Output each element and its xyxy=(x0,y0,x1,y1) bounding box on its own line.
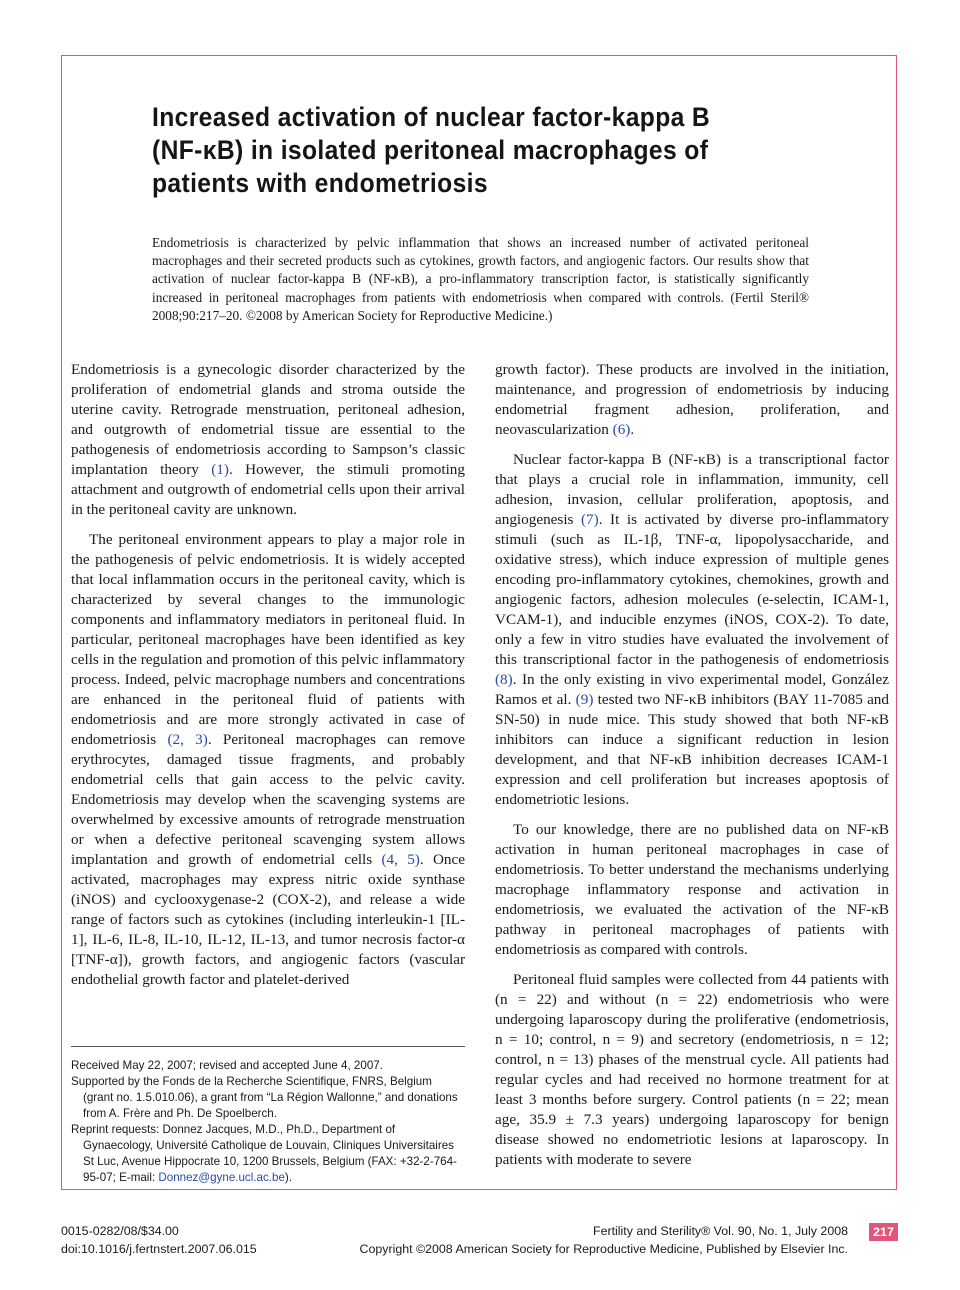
text: . However, the stimuli promoting attachment and outgrowth of endometrial cells upon their arrival in the peritoneal cavity are unknown. xyxy=(71,461,465,518)
text: . xyxy=(630,421,635,438)
text: ). xyxy=(284,1171,292,1184)
text: The peritoneal environment appears to play a major role in the pathogenesis of pelvic endometriosis. It is widely accepted that local inflammation occurs in the peritoneal cavity, which is characterized by several changes to the immunologic components and inflammatory mediators in peritoneal fluid. In particular, peritoneal macrophages have been identified as key cells in the regulation and promotion of this pelvic inflammatory process. Indeed, pelvic macrophage numbers and concentrations are enhanced in the peritoneal fluid of patients with endometriosis and are more strongly activated in case of endometriosis xyxy=(71,531,465,748)
paragraph xyxy=(495,360,889,440)
paragraph: Peritoneal fluid samples were collected from 44 patients with (n = 22) and without (n = 22) endometriosis who were undergoing laparoscopy during the proliferative (endometriosis, n = 10; control, n = 9) and secretory (endometriosis, n = 12; control, n = 13) phases of the menstrual cycle. All patients had regular cycles and had received no hormone treatment for at least 3 months before surgery. Control patients (n = 22; mean age, 35.9 ± 7.3 years) undergoing laparoscopy for benign disease showed no endometriotic lesions at laparoscopy. In patients with moderate to severe xyxy=(495,971,889,1168)
reference-link[interactable]: (2, 3) xyxy=(167,731,208,748)
left-column xyxy=(71,360,465,1000)
article-title: Increased activation of nuclear factor-kappa B (NF-κB) in isolated peritoneal macrophages of patients with endometriosis xyxy=(152,102,711,198)
right-column xyxy=(495,360,889,1180)
email-link[interactable]: Donnez@gyne.ucl.ac.be xyxy=(158,1171,285,1184)
paragraph xyxy=(495,450,889,810)
abstract-citation: (Fertil Steril® 2008;90:217–20. ©2008 by American Society for Reproductive Medicine.) xyxy=(152,289,810,323)
text: . It is activated by diverse pro-inflammatory stimuli (such as IL-1β, TNF-α, lipopolysaccharide, and oxidative stress), which induce expression of multiple genes encoding pro-inflammatory cytokines, chemokines, growth and angiogenic factors, adhesion molecules (e-selectin, ICAM-1, VCAM-1), and inducible enzymes (iNOS, COX-2). To date, only a few in vitro studies have evaluated the involvement of this transcriptional factor in the pathogenesis of endometriosis xyxy=(495,511,889,668)
journal-info: Fertility and Sterility® Vol. 90, No. 1, July 2008 xyxy=(593,1224,848,1238)
reference-link[interactable]: (9) xyxy=(575,691,594,708)
text: Nuclear factor-kappa B (NF-κB) is a transcriptional factor that plays a crucial role in inflammation, immunity, cell adhesion, invasion, cellular proliferation, apoptosis, and angiogenesis xyxy=(495,451,889,528)
text: Endometriosis is a gynecologic disorder characterized by the proliferation of endometrial glands and stroma outside the uterine cavity. Retrograde menstruation, peritoneal adhesion, and outgrowth of endometrial tissue are essential to the pathogenesis of endometriosis according to Sampson’s classic implantation theory xyxy=(71,361,465,478)
received-note: Received May 22, 2007; revised and accepted June 4, 2007. xyxy=(71,1059,383,1072)
paragraph xyxy=(71,360,465,520)
text: . In the only existing in vivo experimental model, González Ramos et al. xyxy=(495,671,889,708)
text: growth factor). These products are involved in the initiation, maintenance, and progression of endometriosis by inducing endometrial fragment adhesion, proliferation, and neovascularization xyxy=(495,361,889,438)
issn: 0015-0282/08/$34.00 xyxy=(61,1224,179,1238)
reference-link[interactable]: (4, 5) xyxy=(381,851,420,868)
abstract-text: Endometriosis is characterized by pelvic inflammation that shows an increased number of activated peritoneal macrophages and their secreted products such as cytokines, growth factors, and angiogenic factors. Our results show that activation of nuclear factor-kappa B (NF-κB), a pro-inflammatory transcription factor, is statistically significantly increased in peritoneal macrophages from patients with endometriosis when compared with controls. xyxy=(152,235,809,305)
text: . Peritoneal macrophages can remove erythrocytes, damaged tissue fragments, and probably endometrial cells that gain access to the pelvic cavity. Endometriosis may develop when the scavenging systems are overwhelmed by excessive amounts of retrograde menstruation or when a defective peritoneal scavenging system allows implantation and growth of endometrial cells xyxy=(71,731,465,868)
footer-left xyxy=(61,1222,257,1258)
reprint-note xyxy=(71,1122,465,1186)
reference-link[interactable]: (1) xyxy=(211,461,229,478)
abstract xyxy=(152,234,809,325)
reference-link[interactable]: (6) xyxy=(612,421,631,438)
text: tested two NF-κB inhibitors (BAY 11-7085 and SN-50) in nude mice. This study showed that both NF-κB inhibitors can induce a significant reduction in lesion development, and that NF-κB inhibition decreases ICAM-1 expression and cell proliferation but increases apoptosis of endometriotic lesions. xyxy=(495,691,889,808)
text: . Once activated, macrophages may express nitric oxide synthase (iNOS) and cyclooxygenase-2 (COX-2), and release a wide range of factors such as cytokines (including interleukin-1 [IL-1], IL-6, IL-8, IL-10, IL-12, IL-13, and tumor necrosis factor-α [TNF-α]), growth factors, and angiogenic factors (vascular endothelial growth factor and platelet-derived xyxy=(71,851,465,988)
reference-link[interactable]: (8) xyxy=(495,671,513,688)
footnotes xyxy=(71,1046,465,1186)
reference-link[interactable]: (7) xyxy=(581,511,599,528)
text: Reprint requests: Donnez Jacques, M.D., Ph.D., Department of Gynaecology, Université Catholique de Louvain, Cliniques Universitaires St Luc, Avenue Hippocrate 10, 1200 Brussels, Belgium (FAX: +32-2-764-95-07; E-mail: xyxy=(71,1123,457,1184)
paragraph xyxy=(71,530,465,990)
footer-right xyxy=(360,1222,848,1258)
page-number: 217 xyxy=(869,1223,898,1241)
copyright: Copyright ©2008 American Society for Reproductive Medicine, Published by Elsevier Inc. xyxy=(359,1242,848,1256)
paragraph: To our knowledge, there are no published data on NF-κB activation in human peritoneal macrophages in case of endometriosis. To better understand the mechanisms underlying macrophage inflammatory response and activation in endometriosis, we evaluated the activation of the NF-κB pathway in peritoneal macrophages of patients with endometriosis as compared with controls. xyxy=(495,821,889,958)
funding-note: Supported by the Fonds de la Recherche Scientifique, FNRS, Belgium (grant no. 1.5.010.06), a grant from “La Région Wallonne,” and donations from A. Frère and Ph. De Spoelberch. xyxy=(71,1075,458,1120)
doi: doi:10.1016/j.fertnstert.2007.06.015 xyxy=(61,1242,257,1256)
